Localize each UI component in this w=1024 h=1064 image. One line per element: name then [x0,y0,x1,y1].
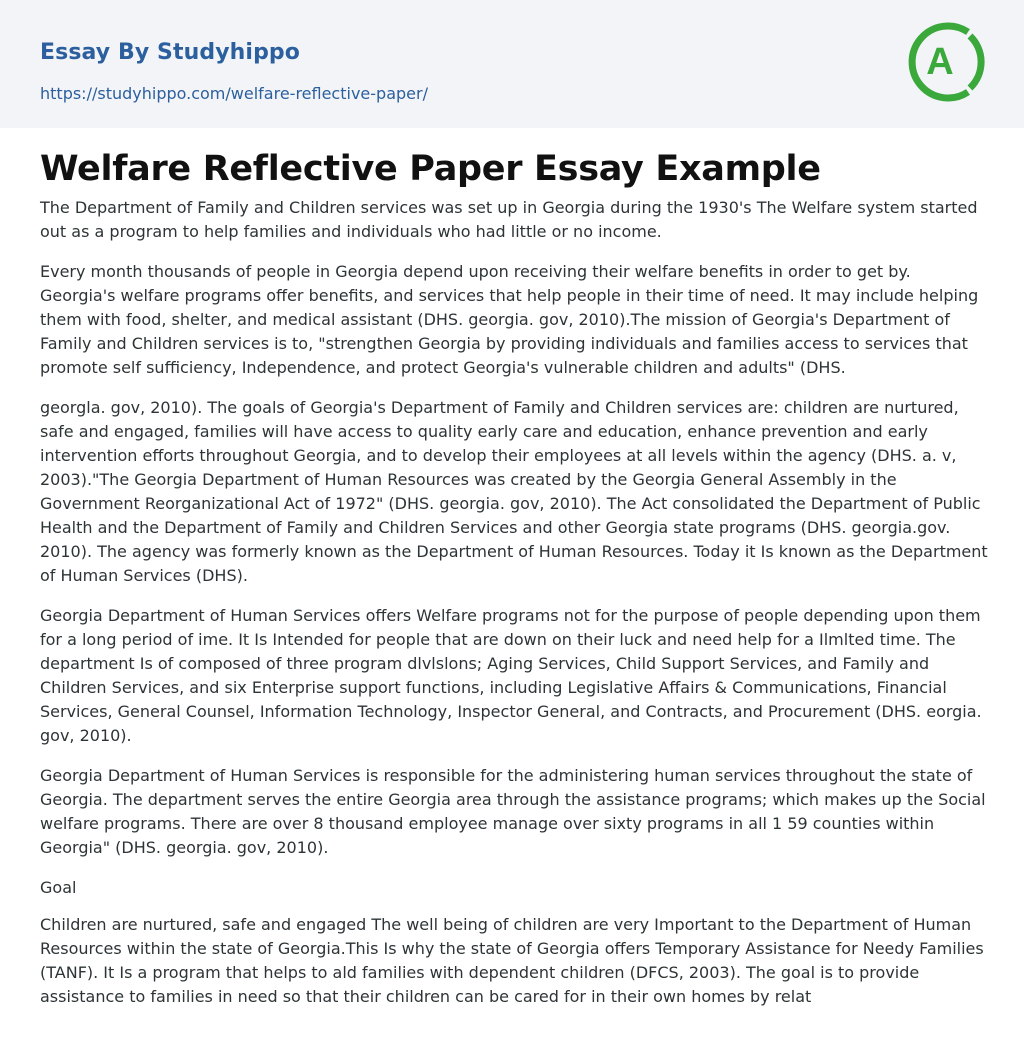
section-heading-goal: Goal [40,878,77,897]
essay-paragraph: georgla. gov, 2010). The goals of Georgia's Department of Family and Children services are: children are nurtured, safe and engaged, families will have access to quality early care and education, enhance prevention and early intervention efforts throughout Georgia, and to develop their employees at all levels within the agency (DHS. a. v, 2003)."The Georgia Department of Human Resources was created by the Georgia General Assembly in the Government Reorganizational Act of 1972" (DHS. georgia. gov, 2010). The Act consolidated the Department of Public Health and the Department of Family and Children Services and other Georgia state programs (DHS. georgia.gov. 2010). The agency was formerly known as the Department of Human Resources. Today it Is known as the Department of Human Services (DHS). [40,398,988,585]
essay-paragraph: Georgia Department of Human Services is responsible for the administering human services throughout the state of Georgia. The department serves the entire Georgia area through the assistance programs; which makes up the Social welfare programs. There are over 8 thousand employee manage over sixty programs in all 1 59 counties within Georgia" (DHS. georgia. gov, 2010). [40,766,986,857]
essay-paragraph: Georgia Department of Human Services offers Welfare programs not for the purpose of people depending upon them for a long period of ime. It Is Intended for people that are down on their luck and need help for a Ilmlted time. The department Is of composed of three program dlvlslons; Aging Services, Child Support Services, and Family and Children Services, and six Enterprise support functions, including Legislative Affairs & Communications, Financial Services, General Counsel, Information Technology, Inspector General, and Contracts, and Procurement (DHS. eorgia. gov, 2010). [40,606,982,745]
site-header [0,0,1024,128]
page-url-link[interactable]: https://studyhippo.com/welfare-reflective-paper/ [40,84,428,103]
brand-title[interactable]: Essay By Studyhippo [40,40,300,65]
studyhippo-logo-icon[interactable] [906,18,990,106]
page-title: Welfare Reflective Paper Essay Example [40,149,821,189]
essay-content [40,128,990,1025]
essay-paragraph: The Department of Family and Children services was set up in Georgia during the 1930's The Welfare system started out as a program to help families and individuals who had little or no income. [40,198,978,241]
logo-letter: A [926,41,954,83]
essay-paragraph: Every month thousands of people in Georgia depend upon receiving their welfare benefits in order to get by. Georgia's welfare programs offer benefits, and services that help people in their time of need. It may include helping them with food, shelter, and medical assistant (DHS. georgia. gov, 2010).The mission of Georgia's Department of Family and Children services is to, "strengthen Georgia by providing individuals and families access to services that promote self sufficiency, Independence, and protect Georgia's vulnerable children and adults" (DHS. [40,262,979,377]
essay-paragraph: Children are nurtured, safe and engaged The well being of children are very Important to the Department of Human Resources within the state of Georgia.This Is why the state of Georgia offers Temporary Assistance for Needy Families (TANF). It Is a program that helps to ald families with dependent children (DFCS, 2003). The goal is to provide assistance to families in need so that their children can be cared for in their own homes by relat [40,915,984,1006]
